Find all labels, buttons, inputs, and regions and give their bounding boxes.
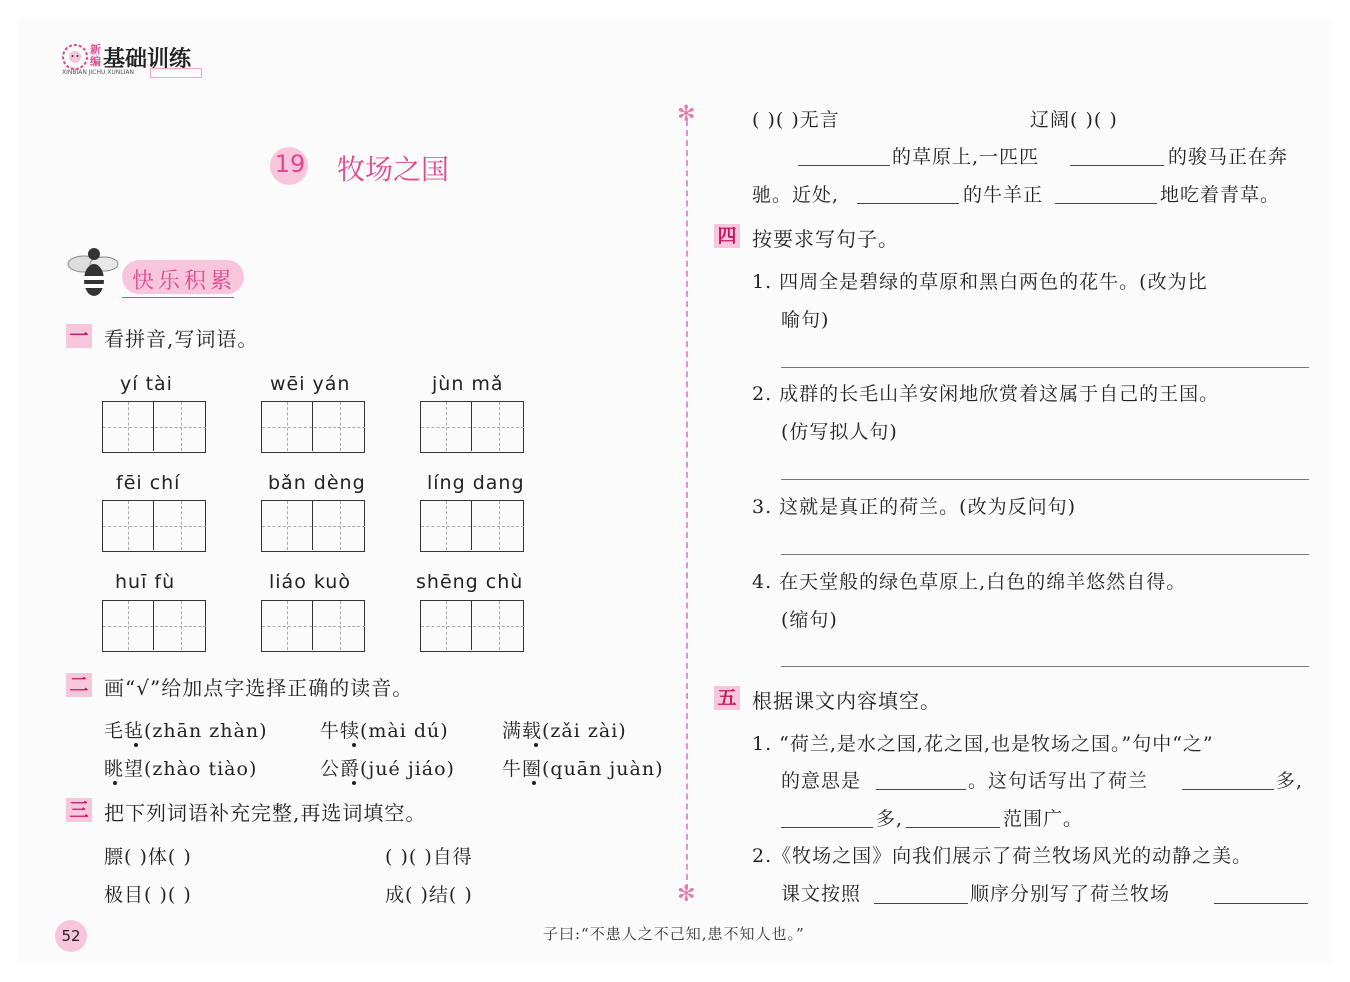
section-1-title: 看拼音,写词语。	[104, 327, 259, 351]
star-icon: ✻	[677, 882, 696, 907]
badge-underline	[122, 297, 234, 298]
content-task-2: 2.《牧场之国》向我们展示了荷兰牧场风光的动静之美。	[752, 845, 1253, 867]
writing-grid[interactable]	[102, 401, 206, 453]
writing-grid[interactable]	[261, 401, 365, 453]
reading-item[interactable]: 牛圈(quān juàn)	[502, 758, 664, 780]
fill-text: 范围广。	[1003, 808, 1084, 830]
section-1-number: 一	[66, 324, 92, 348]
pinyin-8: liáo kuò	[269, 571, 351, 593]
pinyin-1: yí tài	[120, 373, 173, 395]
brand-pinyin: XINBIAN JICHU XUNLIAN	[62, 69, 134, 76]
pinyin-3: jùn mǎ	[432, 373, 504, 395]
pinyin-6: líng dang	[427, 472, 525, 494]
fill-blank[interactable]	[876, 789, 966, 790]
section-2-number: 二	[66, 673, 92, 697]
bee-icon	[66, 244, 122, 300]
fill-text: 顺序分别写了荷兰牧场	[970, 883, 1171, 905]
fill-text: 的草原上,一匹匹	[892, 146, 1040, 168]
fill-blank[interactable]	[1214, 903, 1308, 904]
fill-blank[interactable]	[1055, 203, 1157, 204]
section-3-number: 三	[66, 798, 92, 822]
emphasis-dot	[352, 743, 356, 747]
lesson-title: 牧场之国	[337, 153, 450, 186]
fill-blank[interactable]	[857, 203, 959, 204]
section-5-title: 根据课文内容填空。	[752, 689, 941, 713]
fill-text: 的骏马正在奔	[1168, 146, 1289, 168]
answer-line[interactable]	[781, 666, 1309, 667]
fill-text: 地吃着青草。	[1160, 184, 1281, 206]
fill-text: 驰。近处,	[752, 184, 840, 206]
emphasis-dot	[532, 781, 536, 785]
emphasis-dot	[134, 743, 138, 747]
brand-title: 基础训练	[103, 47, 192, 72]
section-5-number: 五	[714, 686, 740, 710]
idiom-blank[interactable]: ( )( )自得	[385, 846, 473, 868]
writing-grid[interactable]	[261, 500, 365, 552]
fill-blank[interactable]	[874, 903, 968, 904]
badge-label: 快乐积累	[132, 269, 237, 294]
reading-item[interactable]: 毛毡(zhān zhàn)	[104, 720, 268, 742]
writing-grid[interactable]	[420, 500, 524, 552]
pinyin-5: bǎn dèng	[268, 472, 366, 494]
pinyin-2: wēi yán	[270, 373, 351, 395]
idiom-blank[interactable]: 极目( )( )	[104, 884, 192, 906]
page-number: 52	[61, 927, 81, 945]
page-divider	[686, 120, 688, 890]
fill-text: 多,	[876, 808, 904, 830]
section-4-title: 按要求写句子。	[752, 227, 899, 251]
star-icon: ✻	[677, 102, 696, 127]
answer-line[interactable]	[781, 479, 1309, 480]
section-2-title: 画“√”给加点字选择正确的读音。	[104, 676, 414, 700]
idiom-blank[interactable]: 辽阔( )( )	[1030, 109, 1118, 131]
writing-grid[interactable]	[102, 500, 206, 552]
sentence-task-3: 3. 这就是真正的荷兰。(改为反问句)	[752, 496, 1076, 518]
lesson-number: 19	[274, 150, 306, 178]
sentence-task-1-cont: 喻句)	[781, 309, 830, 331]
answer-line[interactable]	[781, 554, 1309, 555]
emphasis-dot	[534, 743, 538, 747]
brand-deco	[150, 68, 202, 78]
sentence-task-4-cont: (缩句)	[781, 609, 838, 631]
sentence-task-4: 4. 在天堂般的绿色草原上,白色的绵羊悠然自得。	[752, 571, 1187, 593]
answer-line[interactable]	[781, 367, 1309, 368]
writing-grid[interactable]	[420, 600, 524, 652]
reading-item[interactable]: 眺望(zhào tiào)	[104, 758, 258, 780]
fill-text: 的牛羊正	[963, 184, 1044, 206]
writing-grid[interactable]	[261, 600, 365, 652]
pinyin-7: huī fù	[115, 571, 176, 593]
content-task-1: 1. “荷兰,是水之国,花之国,也是牧场之国。”句中“之”	[752, 733, 1214, 755]
reading-item[interactable]: 公爵(jué jiáo)	[320, 758, 455, 780]
fill-blank[interactable]	[906, 827, 1000, 828]
sentence-task-2-cont: (仿写拟人句)	[781, 421, 898, 443]
idiom-blank[interactable]: 膘( )体( )	[104, 846, 192, 868]
footer-quote: 子曰:“不患人之不己知,患不知人也。”	[543, 925, 805, 943]
reading-item[interactable]: 牛犊(mài dú)	[320, 720, 449, 742]
emphasis-dot	[113, 781, 117, 785]
sentence-task-1: 1. 四周全是碧绿的草原和黑白两色的花牛。(改为比	[752, 271, 1208, 293]
fill-text: 的意思是	[781, 770, 862, 792]
sentence-task-2: 2. 成群的长毛山羊安闲地欣赏着这属于自己的王国。	[752, 383, 1220, 405]
idiom-blank[interactable]: 成( )结( )	[385, 884, 473, 906]
fill-text: 课文按照	[781, 883, 862, 905]
brand-small: 新编	[90, 43, 101, 68]
emphasis-dot	[352, 781, 356, 785]
writing-grid[interactable]	[420, 401, 524, 453]
fill-text: 。这句话写出了荷兰	[968, 770, 1149, 792]
section-3-title: 把下列词语补充完整,再选词填空。	[104, 801, 427, 825]
fill-blank[interactable]	[1182, 789, 1274, 790]
lion-logo-icon	[60, 42, 90, 72]
reading-item[interactable]: 满载(zǎi zài)	[502, 720, 627, 742]
writing-grid[interactable]	[102, 600, 206, 652]
fill-blank[interactable]	[798, 165, 890, 166]
pinyin-4: fēi chí	[116, 472, 181, 494]
section-4-number: 四	[714, 224, 740, 248]
idiom-blank[interactable]: ( )( )无言	[752, 109, 840, 131]
pinyin-9: shēng chù	[416, 571, 524, 593]
fill-blank[interactable]	[1070, 165, 1164, 166]
fill-blank[interactable]	[781, 827, 873, 828]
fill-text: 多,	[1276, 770, 1304, 792]
